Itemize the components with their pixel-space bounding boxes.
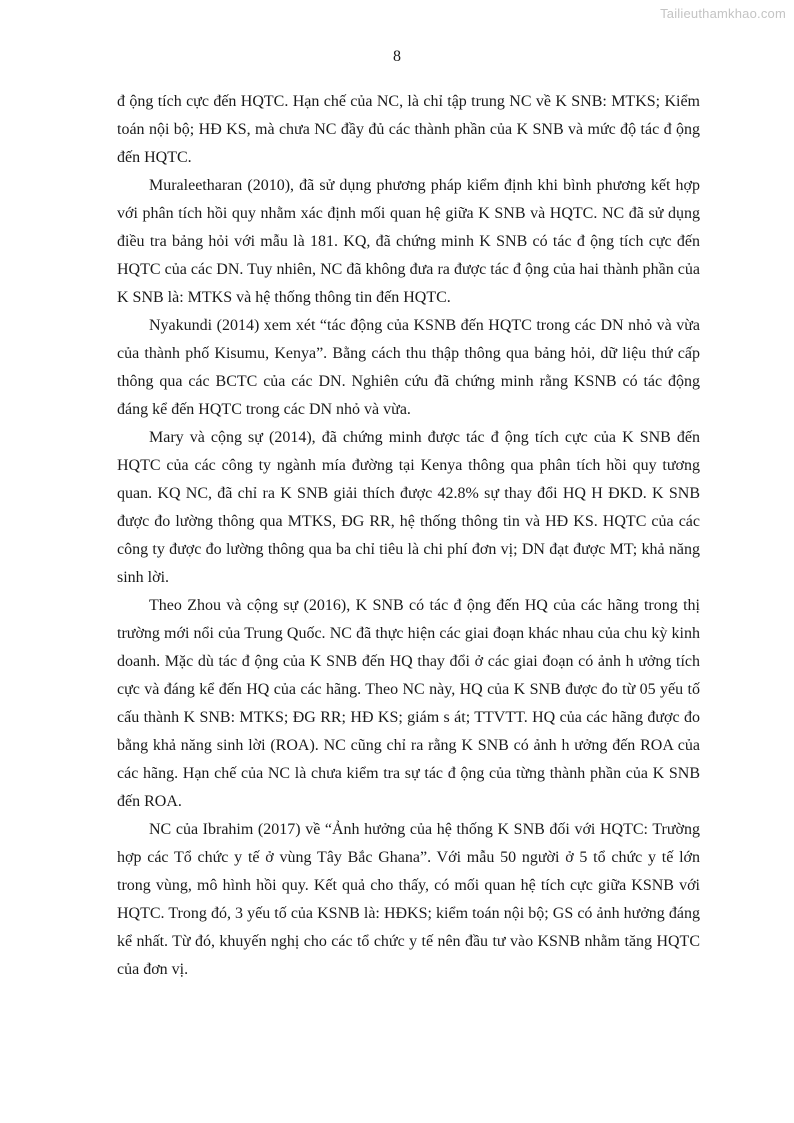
paragraph-mary: Mary và cộng sự (2014), đã chứng minh được tác đ ộng tích cực của K SNB đến HQTC của các công ty ngành mía đường tại Kenya thông qua phân tích hồi quy tương quan. KQ NC, đã chỉ ra K SNB giải thích được 42.8% sự thay đổi HQ H ĐKD. K SNB được đo lường thông qua MTKS, ĐG RR, hệ thống thông tin và HĐ KS. HQTC của các công ty được đo lường thông qua ba chỉ tiêu là chi phí đơn vị; DN đạt được MT; khả năng sinh lời. — [117, 429, 700, 586]
document-body — [117, 88, 700, 984]
paragraph-zhou: Theo Zhou và cộng sự (2016), K SNB có tác đ ộng đến HQ của các hãng trong thị trường mới nổi của Trung Quốc. NC đã thực hiện các giai đoạn khác nhau của chu kỳ kinh doanh. Mặc dù tác đ ộng của K SNB đến HQ thay đổi ở các giai đoạn có ảnh h ưởng tích cực và đáng kể đến HQ của các hãng. Theo NC này, HQ của K SNB được đo từ 05 yếu tố cấu thành K SNB: MTKS; ĐG RR; HĐ KS; giám s át; TTVTT. HQ của các hãng được đo bằng khả năng sinh lời (ROA). NC cũng chỉ ra rằng K SNB có ảnh h ưởng đến ROA của các hãng. Hạn chế của NC là chưa kiểm tra sự tác đ ộng của từng thành phần của K SNB đến ROA. — [117, 597, 700, 810]
paragraph-muraleetharan: Muraleetharan (2010), đã sử dụng phương pháp kiểm định khi bình phương kết hợp với phân tích hồi quy nhằm xác định mối quan hệ giữa K SNB và HQTC. NC đã sử dụng điều tra bảng hỏi với mẫu là 181. KQ, đã chứng minh K SNB có tác đ ộng tích cực đến HQTC của các DN. Tuy nhiên, NC đã không đưa ra được tác đ ộng của hai thành phần của K SNB là: MTKS và hệ thống thông tin đến HQTC. — [117, 177, 700, 306]
paragraph-continuation: đ ộng tích cực đến HQTC. Hạn chế của NC, là chỉ tập trung NC về K SNB: MTKS; Kiểm toán nội bộ; HĐ KS, mà chưa NC đầy đủ các thành phần của K SNB và mức độ tác đ ộng đến HQTC. — [117, 93, 700, 166]
paragraph-ibrahim: NC của Ibrahim (2017) về “Ảnh hưởng của hệ thống K SNB đối với HQTC: Trường hợp các Tổ chức y tế ở vùng Tây Bắc Ghana”. Với mẫu 50 người ở 5 tổ chức y tế lớn trong vùng, mô hình hồi quy. Kết quả cho thấy, có mối quan hệ tích cực giữa KSNB với HQTC. Trong đó, 3 yếu tố của KSNB là: HĐKS; kiểm toán nội bộ; GS có ảnh hưởng đáng kể nhất. Từ đó, khuyến nghị cho các tổ chức y tế nên đầu tư vào KSNB nhằm tăng HQTC của đơn vị. — [117, 821, 700, 978]
watermark-text: Tailieuthamkhao.com — [660, 6, 786, 21]
paragraph-nyakundi: Nyakundi (2014) xem xét “tác động của KSNB đến HQTC trong các DN nhỏ và vừa của thành phố Kisumu, Kenya”. Bằng cách thu thập thông qua bảng hỏi, dữ liệu thứ cấp thông qua các BCTC của các DN. Nghiên cứu đã chứng minh rằng KSNB có tác động đáng kể đến HQTC trong các DN nhỏ và vừa. — [117, 317, 700, 418]
page-number: 8 — [393, 48, 401, 65]
